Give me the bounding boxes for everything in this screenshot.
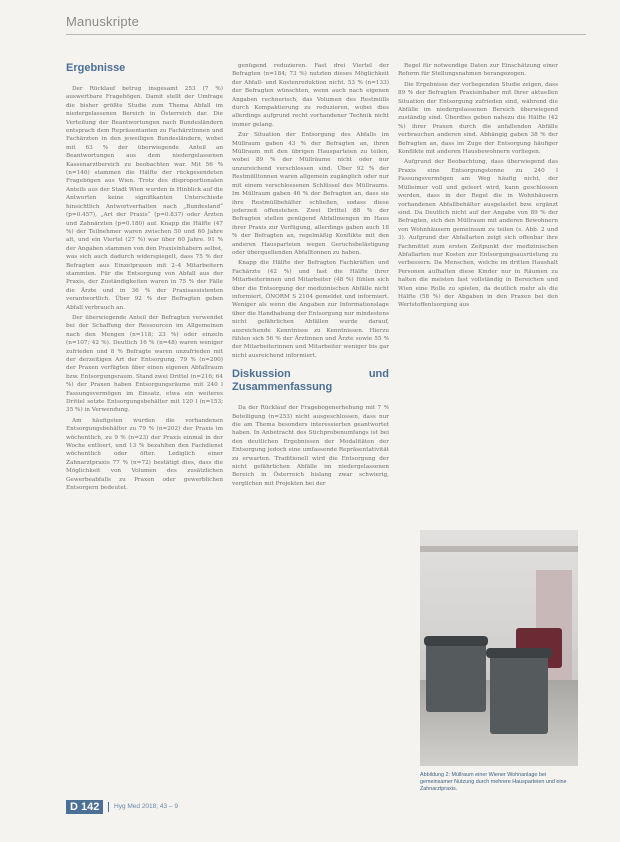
- footer-separator: [108, 802, 109, 812]
- paragraph: Am häufigsten wurden die vorhandenen Entsorgungsbehälter zu 79 % (n=202) der Praxis im wöchentlich, zu 9 % (n=23) der Praxis einmal in der Woche entleert, und 13 % bezahlten den Fachdienst wöchentlich oder öfter. Lediglich einer Zahnarztpraxis 77 % (n=72) bestätigt dies, dass die Möglichkeit von Volumen des zusätzlichen Gewerbeabfalls zu Praxen oder gewerblichen Entsorgern bedeutet.: [66, 417, 223, 492]
- photo-bin-lid: [424, 636, 488, 646]
- column-2: [232, 62, 389, 778]
- photo-bin-lid: [486, 648, 552, 658]
- column-1: [66, 62, 223, 778]
- photo-bin-left: [426, 642, 486, 712]
- page-footer: [66, 800, 266, 814]
- photo-bin-center: [490, 654, 548, 734]
- paragraph: Zur Situation der Entsorgung des Abfalls im Müllraum gaben 43 % der Befragten an, ihren Müllraum mit den übrigen Hausparteien zu teilen, wobei 89 % der Müllräume nicht oder nur unzureichend verschlossen sind. Über 92 % der Restmülltonnen waren allgemein zugänglich oder nur mit einem verschlossenen Schlüssel des Müllraums. Im Müllraum gaben 46 % der Befragten an, dass sie ihre Restmüllbehälter schließen, sodass diese jederzeit offenstehen. Zwei Drittel 88 % der Befragten stellen genügend Abfallmengen im Haus ihrer Praxis zur Verfügung, allerdings gaben auch 18 % der Befragten an, regelmäßig Konflikte mit den anderen Hausparteien wegen Geruchsbelästigung oder überquellenden Abfalltonnen zu haben.: [232, 132, 389, 256]
- figure-photo-waste-room: [420, 530, 578, 766]
- header-rule: [66, 34, 586, 35]
- discussion-heading: Diskussion und Zusammenfassung: [232, 368, 389, 394]
- page-number: D 142: [66, 800, 103, 814]
- paragraph: Knapp die Hälfte der Befragten Fachkräften und Fachärzte (42 %) und fast die Hälfte ihrer Mitarbeiterinnen und Mitarbeiter (48 %) fühlen sich über die Entsorgung der medizinischen Abfälle nicht informiert, ÖNORM S 2104 gemeldet und informiert. Weniger als wenn die Angaben zur Informationslage über die Handhabung der Entsorgung nur mindestens nicht gefährlichen Abfällen wurde darauf, ausreichende Kenntnisse zu Kenntnissen. Hierzu fühlen sich 56 % der Ärztinnen und Ärzte sowie 55 % der Mitarbeiterinnen und Mitarbeiter weniger bis gar nicht ausreichend informiert.: [232, 260, 389, 359]
- paragraph: Aufgrund der Beobachtung, dass überwiegend das Praxis eine Entsorgungstonne zu 240 l Fassungsvermögen am Weg häufig nicht, der Mülleimer voll und geleert wird, kann geschlossen werden, dass in der Regel die in Wohnhäusern vorhandenen Abfallbehälter ausgelastet bzw. ergänzt sind. Da Deutlich nicht auf der Angabe von 89 % der Befragten, sich den Müllraum mit anderen Bewohnern von Wohnhäusern gemeinsam zu teilen (s. Abb. 2 und 3). Aufgrund der Abfallarten zeigt sich offenbar ihre Fachmittel zum ersten Zeitpunkt der medizinischen Abfallarten nur Kosten zur Entsorgungsausrüstung zu verbessern. Da Menschen, welche im dritten Haushalt Personen aufhalten diese Kinder nur in Räumen zu halten die meisten fast vollständig in Bereichen und Wien eine Rolle zu spielen, da deutlich mehr als die Hälfte (58 %) der Abgaben in den Praxen bei den Wertstoffentsorgung aus: [398, 159, 558, 309]
- paragraph: Der überwiegende Anteil der Befragten verwendet bei der Schaffung der Ressourcen im Allgemeinen nach den Mengen (n=118; 23 %) oder einzeln (n=107; 42 %). Deutlich 16 % (n=48) waren weniger zufrieden und 8 % Befragte waren unzufrieden mit der derzeitigen Art der Entsorgung. 79 % (n=200) der Praxen verfügten über einen eigenen Abfallraum bzw. Entsorgungsraum. Stand zwei Drittel (n=216; 64 %) der Praxen haben Entsorgungsräume mit 240 l Fassungsvermögen im Einsatz, etwa ein weiteres Drittel setzte Entsorgungsbehälter mit 120 l (n=153; 35 %) in Verwendung.: [66, 314, 223, 414]
- column-3: [398, 62, 558, 522]
- photo-pipe: [420, 546, 578, 552]
- paragraph: Die Ergebnisse der vorliegenden Studie zeigen, dass 89 % der Befragten Praxisinhaber mit Ihrer aktuellen Situation der Entsorgung zufrieden sind, während die Abfälle im niedergelassenen Bereich überwiegend zuständig sind. Überdies geben nahezu die Hälfte (42 %) ihrer Praxen durch die anfallenden Abfälle verbrauchen anderen sind. Abhängig gaben 38 % der Befragten an, dass im Zuge der Entsorgung häufiger Konflikte mit anderen Hausbewohnern vorliegen.: [398, 81, 558, 156]
- paragraph: genügend reduzieren. Fast drei Viertel der Befragten (n=184; 73 %) nutzten dieses Möglichkeit der Abfall- und Kostenreduktion nicht. 53 % (n=133) der Befragten wünschten, wenn auch nach eigenen Angaben rechnerisch, das Volumen des Restmülls durch Kompaktierung zu reduzieren, wobei dies allerdings aufgrund recht vorhandener Technik nicht immer gelang.: [232, 63, 389, 128]
- paragraph: Regel für notwendige Daten zur Einschätzung einer Reform für Stellungsnahmen herangezogen.: [398, 63, 558, 78]
- figure-caption: Abbildung 2: Müllraum einer Wiener Wohnanlage bei gemeinsamer Nutzung durch mehrere Hausparteien und eine Zahnarztpraxis.: [420, 772, 567, 793]
- journal-citation: Hyg Med 2018; 43 – 9: [114, 803, 178, 810]
- results-heading: Ergebnisse: [66, 62, 126, 74]
- section-label: Manuskripte: [66, 14, 140, 29]
- paragraph: Da der Rücklauf der Fragebogenerhebung mit 7 % Beteiligung (n=253) nicht ausgeschlossen, dass nur die am Thema besonders interessierten geantwortet haben. In Anbetracht des Stichprobenumfangs ist bei den deutlichen Ergebnissen der Modalitäten der Entsorgung jedoch eine umfassende Repräsentativität zu erwarten. Traditionell wird die Entsorgung der nicht gefährlichen Abfälle im niedergelassenen Bereich in Österreich bislang zwar schwierig, verglichen mit Projekten bei der: [232, 405, 389, 487]
- paragraph: Der Rücklauf betrug insgesamt 253 (7 %) auswertbare Fragebögen. Damit stellt der Umfrage die bisher größte Studie zum Thema Abfall im niedergelassenen Bereich in Österreich dar. Die Verteilung der Beantwortungen nach Bundesländern entsprach dem Repräsentanten zu Fachärztinnen und Fachärzten in den jeweiligen Bundesländern, wobei mit 63 % der überwiegende Anteil an Beantwortungen aus dem niedergelassenen Kassenarztbereich zu beobachten war. Mit 56 % (n=146) stammen die Hälfte der rückgesendeten Fragebögen aus Wien. Trotz des disproportionalen Anteils aus der Stadt Wien wurden in Hinblick auf die Antworten keine signifikanten Unterschiede hinsichtlich Antwortverhalten nach „Bundesland“ (p=0.457), „Art der Praxis“ (p=0.837) oder Ärzten und Zahnärzten (p=0.180) auf. Knapp die Hälfte (47 %) der Teilnehmer waren zwischen 50 und 60 Jahre alt, und ein Viertel (27 %) war über 60 Jahre. 91 % der Angaben stammen von den Praxisinhabern selbst, was sich auch dadurch widerspiegelt, dass 75 % der Befragten aus Einzelpraxen mit 2–4 Mitarbeitern stammten. Für die Entsorgung von Abfall aus der Praxis, der Zuständigkeiten waren in 75 % der Fälle die Ärzte und in 36 % der Praxisassistenten verantwortlich. Über 92 % der Befragten geben Abfall verbrauch an.: [66, 86, 223, 311]
